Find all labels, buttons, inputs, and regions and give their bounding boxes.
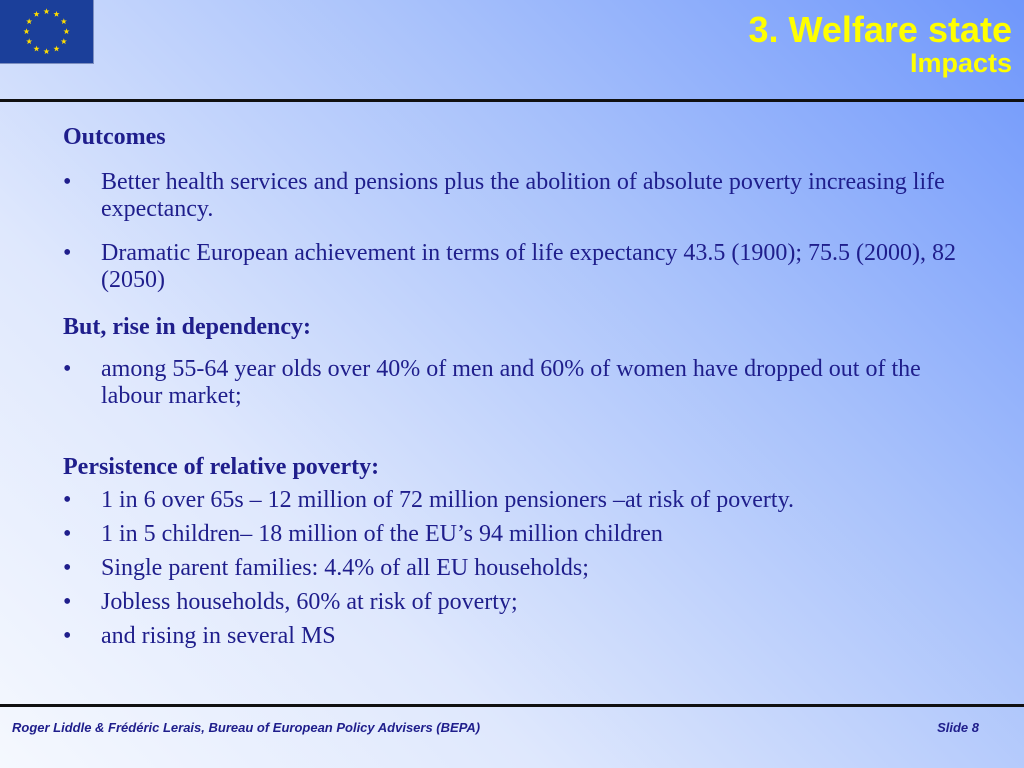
bullet-icon: • bbox=[63, 240, 72, 266]
bullet-text: Single parent families: 4.4% of all EU households; bbox=[101, 555, 589, 581]
eu-flag-icon bbox=[0, 0, 94, 64]
flag-star-icon bbox=[26, 38, 32, 44]
bullet-text: 1 in 5 children– 18 million of the EU’s 94 million children bbox=[101, 521, 663, 547]
bullet-text: Jobless households, 60% at risk of poverty; bbox=[101, 589, 518, 615]
outcomes-heading: Outcomes bbox=[63, 124, 166, 150]
list-item bbox=[63, 521, 663, 548]
slide-number: Slide 8 bbox=[937, 720, 979, 735]
flag-star-icon bbox=[61, 38, 67, 44]
flag-star-icon bbox=[33, 11, 39, 17]
list-item bbox=[63, 169, 963, 223]
header-divider bbox=[0, 99, 1024, 102]
bullet-icon: • bbox=[63, 169, 72, 195]
title-block bbox=[749, 8, 1012, 78]
list-item bbox=[63, 240, 963, 294]
list-item bbox=[63, 623, 336, 650]
slide-title: 3. Welfare state bbox=[748, 9, 1012, 50]
slide-subtitle: Impacts bbox=[909, 48, 1012, 78]
bullet-icon: • bbox=[63, 589, 72, 615]
flag-star-icon bbox=[43, 8, 49, 14]
bullet-icon: • bbox=[63, 555, 72, 581]
dependency-heading: But, rise in dependency: bbox=[63, 314, 312, 340]
flag-star-icon bbox=[53, 46, 59, 52]
flag-star-icon bbox=[26, 18, 32, 24]
bullet-text: Dramatic European achievement in terms of life expectancy 43.5 (1900); 75.5 (2000), 82 (2050) bbox=[101, 240, 957, 293]
flag-star-icon bbox=[23, 28, 29, 34]
flag-star-icon bbox=[43, 48, 49, 54]
poverty-heading: Persistence of relative poverty: bbox=[63, 454, 380, 480]
list-item bbox=[63, 356, 963, 410]
footer-authors: Roger Liddle & Frédéric Lerais, Bureau of European Policy Advisers (BEPA) bbox=[12, 720, 481, 735]
bullet-text: Better health services and pensions plus the abolition of absolute poverty increasing life expectancy. bbox=[101, 169, 945, 222]
flag-star-icon bbox=[63, 28, 69, 34]
bullet-text: and rising in several MS bbox=[101, 623, 336, 649]
flag-star-icon bbox=[61, 18, 67, 24]
bullet-icon: • bbox=[63, 487, 72, 513]
bullet-text: among 55-64 year olds over 40% of men and 60% of women have dropped out of the labour market; bbox=[101, 356, 921, 409]
flag-star-icon bbox=[53, 11, 59, 17]
flag-star-icon bbox=[33, 46, 39, 52]
footer-divider bbox=[0, 704, 1024, 707]
bullet-text: 1 in 6 over 65s – 12 million of 72 million pensioners –at risk of poverty. bbox=[101, 487, 795, 513]
bullet-icon: • bbox=[63, 623, 72, 649]
list-item bbox=[63, 589, 518, 616]
list-item bbox=[63, 555, 589, 582]
bullet-icon: • bbox=[63, 356, 72, 382]
list-item bbox=[63, 487, 794, 514]
bullet-icon: • bbox=[63, 521, 72, 547]
